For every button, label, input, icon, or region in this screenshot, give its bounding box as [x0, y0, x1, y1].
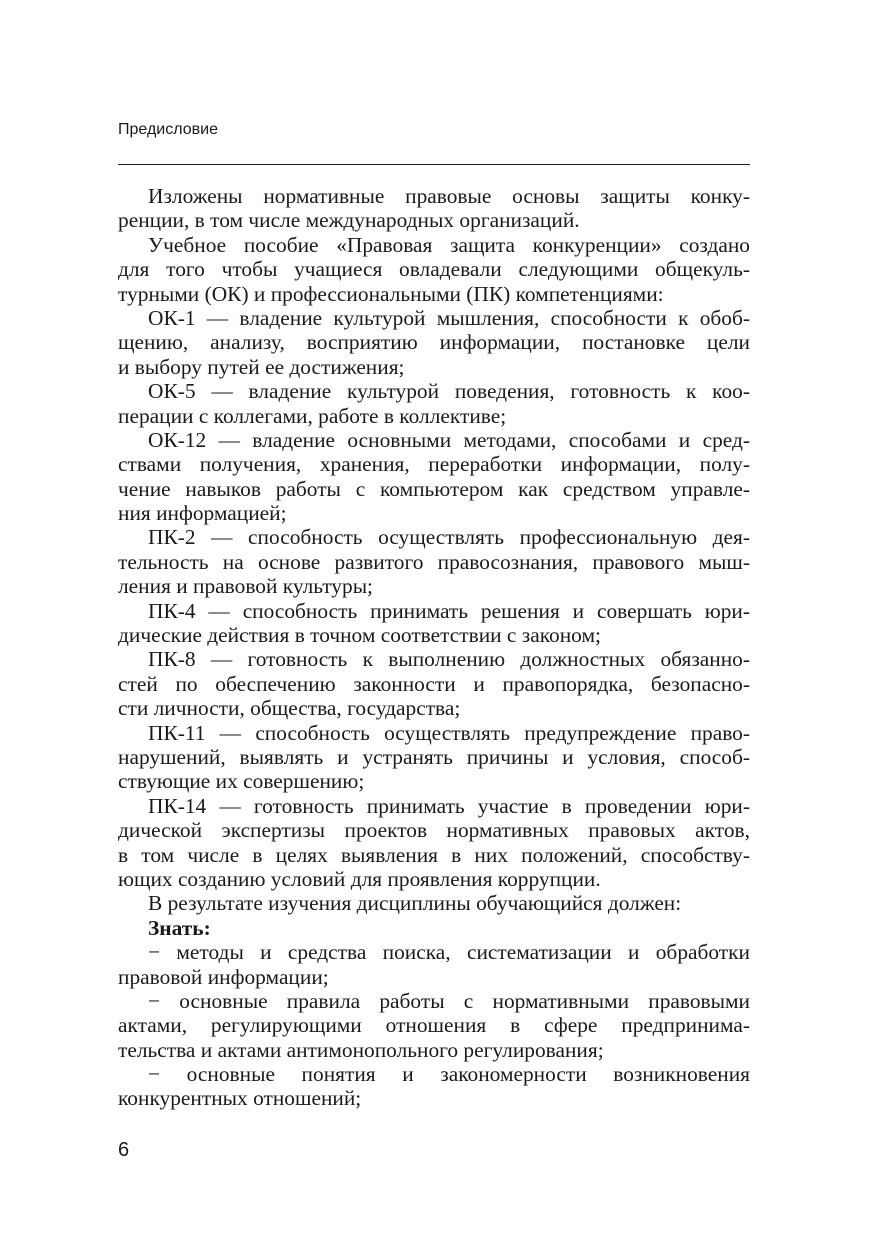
text-line: − основные правила работы с нормативными правовыми — [148, 988, 750, 1013]
text-line: Изложены нормативные правовые основы защиты конку- — [148, 184, 750, 208]
text-line: турными (ОК) и профессиональными (ПК) компетенциями: — [118, 281, 664, 306]
text-line: − методы и средства поиска, систематизации и обработки — [148, 940, 750, 965]
text-line: ренции, в том числе международных организаций. — [118, 208, 580, 233]
body-text — [118, 184, 750, 1111]
text-line: тельства и актами антимонопольного регулирования; — [118, 1037, 604, 1062]
text-line: дической экспертизы проектов нормативных правовых актов, — [118, 818, 750, 843]
text-line: ПК-11 — способность осуществлять предупреждение право- — [148, 720, 750, 745]
text-line: в том числе в целях выявления в них положений, способству- — [118, 842, 750, 867]
text-line: щению, анализу, восприятию информации, постановке цели — [118, 330, 750, 355]
text-line: конкурентных отношений; — [118, 1086, 362, 1111]
text-line: стей по обеспечению законности и правопорядка, безопасно- — [118, 671, 750, 696]
text-line: актами, регулирующими отношения в сфере предпринима- — [118, 1013, 750, 1038]
header-rule — [118, 164, 750, 165]
text-line: тельность на основе развитого правосознания, правового мыш- — [118, 549, 750, 574]
text-line: ПК-14 — готовность принимать участие в проведении юри- — [148, 793, 750, 818]
text-line: нарушений, выявлять и устранять причины и условия, способ- — [118, 744, 750, 769]
running-head: Предисловие — [118, 121, 218, 138]
page-number: 6 — [118, 1139, 130, 1161]
text-line: сти личности, общества, государства; — [118, 696, 461, 721]
text-line: ния информацией; — [118, 501, 287, 526]
text-line: ОК-12 — владение основными методами, способами и сред- — [148, 427, 750, 452]
text-line: ОК-1 — владение культурой мышления, способности к обоб- — [148, 305, 750, 330]
text-line: ления и правовой культуры; — [118, 574, 374, 599]
text-line: В результате изучения дисциплины обучающийся должен: — [148, 891, 682, 916]
text-line: для того чтобы учащиеся овладевали следующими общекуль- — [118, 257, 750, 282]
text-line: чение навыков работы с компьютером как средством управле- — [118, 476, 750, 501]
text-line: ствами получения, хранения, переработки информации, полу- — [118, 452, 750, 477]
text-line: ОК-5 — владение культурой поведения, готовность к коо- — [148, 379, 750, 404]
text-line: дические действия в точном соответствии с законом; — [118, 623, 601, 648]
text-line: − основные понятия и закономерности возникновения — [148, 1062, 750, 1087]
text-line: ющих созданию условий для проявления коррупции. — [118, 866, 601, 891]
text-line: ствующие их совершению; — [118, 769, 365, 794]
text-line: Учебное пособие «Правовая защита конкуренции» создано — [148, 232, 750, 257]
text-line: правовой информации; — [118, 964, 329, 989]
text-line: перации с коллегами, работе в коллективе; — [118, 403, 507, 428]
text-line: Знать: — [148, 915, 211, 940]
text-line: ПК-8 — готовность к выполнению должностных обязанно- — [148, 647, 750, 672]
text-line: ПК-4 — способность принимать решения и совершать юри- — [148, 598, 750, 623]
text-line: ПК-2 — способность осуществлять профессиональную дея- — [148, 525, 750, 550]
text-line: и выбору путей ее достижения; — [118, 354, 405, 379]
